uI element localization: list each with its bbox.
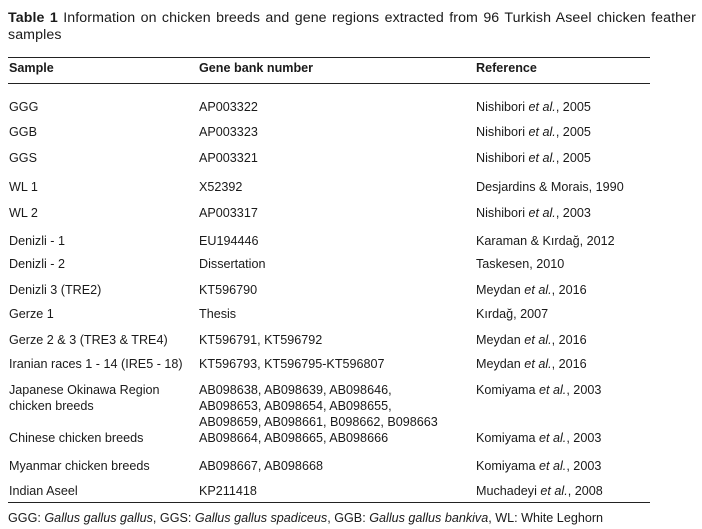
reference-et-al: et al. (536, 484, 568, 498)
cell-sample (9, 256, 65, 272)
reference-author: Muchadeyi (476, 484, 537, 498)
cell-sample (9, 179, 38, 195)
cell-reference (476, 332, 587, 348)
cell-sample-line: WL 1 (9, 180, 38, 194)
cell-reference (476, 150, 591, 166)
cell-sample-line: GGB (9, 125, 37, 139)
reference-year: , 2003 (566, 431, 602, 445)
reference-year: , 2003 (566, 459, 602, 473)
reference-author: Meydan (476, 357, 521, 371)
reference-author: Nishibori (476, 100, 525, 114)
reference-author: Karaman & Kırdağ, 2012 (476, 234, 615, 248)
cell-reference (476, 458, 601, 474)
cell-sample-line: Denizli - 2 (9, 257, 65, 271)
table-label: Table 1 (8, 10, 58, 26)
cell-sample (9, 150, 37, 166)
reference-et-al: et al. (535, 431, 567, 445)
cell-sample-line: Denizli - 1 (9, 234, 65, 248)
cell-reference (476, 233, 615, 249)
cell-gene-bank-line: AB098653, AB098654, AB098655, (199, 399, 392, 413)
footnote-ggb-abbr: , GGB: (327, 511, 370, 525)
cell-sample-line: chicken breeds (9, 399, 94, 413)
cell-gene-bank-number (199, 430, 388, 446)
reference-year: , 2005 (555, 125, 591, 139)
cell-sample (9, 458, 150, 474)
cell-sample-line: GGG (9, 100, 39, 114)
cell-sample (9, 306, 54, 322)
reference-author: Desjardins & Morais, 1990 (476, 180, 624, 194)
reference-author: Komiyama (476, 383, 536, 397)
cell-sample-line: Indian Aseel (9, 484, 78, 498)
footnote-ggs-name: Gallus gallus spadiceus (194, 511, 328, 525)
cell-sample-line: Gerze 2 & 3 (TRE3 & TRE4) (9, 333, 168, 347)
cell-sample (9, 205, 38, 221)
reference-et-al: et al. (525, 151, 556, 165)
reference-et-al: et al. (525, 206, 556, 220)
cell-sample (9, 382, 160, 414)
cell-gene-bank-number (199, 233, 259, 249)
header-sample: Sample (9, 61, 54, 75)
cell-gene-bank-line: KT596793, KT596795-KT596807 (199, 357, 385, 371)
cell-sample (9, 233, 65, 249)
cell-gene-bank-line: Thesis (199, 307, 237, 321)
table-header-rule (8, 83, 650, 84)
reference-author: Kırdağ, 2007 (476, 307, 549, 321)
cell-gene-bank-number (199, 205, 258, 221)
table-caption (8, 10, 696, 44)
reference-et-al: et al. (535, 383, 567, 397)
header-gene-bank-number: Gene bank number (199, 61, 314, 75)
cell-sample (9, 282, 101, 298)
cell-gene-bank-line: AP003323 (199, 125, 258, 139)
cell-gene-bank-number (199, 306, 236, 322)
cell-reference (476, 124, 591, 140)
cell-gene-bank-number (199, 458, 323, 474)
reference-year: , 2005 (555, 100, 591, 114)
cell-reference (476, 356, 587, 372)
reference-author: Nishibori (476, 206, 525, 220)
cell-reference (476, 483, 603, 499)
cell-gene-bank-line: AP003322 (199, 100, 258, 114)
cell-gene-bank-number (199, 282, 257, 298)
footnote-ggg-abbr: GGG: (8, 511, 45, 525)
cell-reference (476, 99, 591, 115)
table-bottom-rule (8, 502, 650, 503)
cell-reference (476, 382, 601, 398)
cell-sample-line: Gerze 1 (9, 307, 54, 321)
cell-reference (476, 256, 564, 272)
cell-gene-bank-line: KP211418 (199, 484, 257, 498)
cell-gene-bank-line: EU194446 (199, 234, 259, 248)
reference-et-al: et al. (520, 333, 552, 347)
cell-gene-bank-number (199, 150, 258, 166)
cell-sample-line: WL 2 (9, 206, 38, 220)
reference-et-al: et al. (535, 459, 567, 473)
footnote-ggb-name: Gallus gallus bankiva (369, 511, 489, 525)
reference-author: Komiyama (476, 431, 536, 445)
cell-gene-bank-line: Dissertation (199, 257, 266, 271)
cell-reference (476, 430, 601, 446)
cell-gene-bank-number (199, 382, 438, 430)
cell-gene-bank-number (199, 179, 242, 195)
cell-gene-bank-line: AB098638, AB098639, AB098646, (199, 383, 392, 397)
reference-et-al: et al. (525, 125, 556, 139)
reference-et-al: et al. (520, 357, 552, 371)
cell-sample (9, 99, 38, 115)
cell-sample-line: GGS (9, 151, 37, 165)
footnote-ggs-abbr: , GGS: (152, 511, 195, 525)
cell-sample-line: Japanese Okinawa Region (9, 383, 160, 397)
cell-sample (9, 356, 183, 372)
reference-year: , 2008 (567, 484, 603, 498)
cell-sample (9, 332, 168, 348)
reference-year: , 2016 (551, 357, 587, 371)
cell-sample-line: Chinese chicken breeds (9, 431, 144, 445)
cell-sample-line: Denizli 3 (TRE2) (9, 283, 102, 297)
reference-et-al: et al. (525, 100, 556, 114)
header-reference: Reference (476, 61, 537, 75)
cell-gene-bank-line: KT596790 (199, 283, 258, 297)
cell-reference (476, 179, 624, 195)
cell-gene-bank-line: AP003321 (199, 151, 258, 165)
cell-sample (9, 483, 78, 499)
cell-reference (476, 205, 591, 221)
reference-year: , 2003 (566, 383, 602, 397)
footnote-ggg-name: Gallus gallus gallus (44, 511, 153, 525)
cell-sample (9, 430, 143, 446)
cell-gene-bank-number (199, 124, 258, 140)
reference-year: , 2016 (551, 283, 587, 297)
footnote-wl: , WL: White Leghorn (488, 511, 604, 525)
cell-gene-bank-number (199, 356, 385, 372)
reference-year: , 2005 (555, 151, 591, 165)
cell-gene-bank-number (199, 332, 322, 348)
reference-author: Taskesen, 2010 (476, 257, 565, 271)
cell-gene-bank-number (199, 99, 258, 115)
cell-sample-line: Myanmar chicken breeds (9, 459, 150, 473)
cell-gene-bank-line: AB098664, AB098665, AB098666 (199, 431, 389, 445)
reference-author: Komiyama (476, 459, 536, 473)
cell-gene-bank-line: X52392 (199, 180, 243, 194)
cell-gene-bank-line: AB098659, AB098661, B098662, B098663 (199, 415, 438, 429)
cell-gene-bank-line: AP003317 (199, 206, 258, 220)
cell-reference (476, 282, 587, 298)
cell-gene-bank-line: KT596791, KT596792 (199, 333, 323, 347)
reference-author: Meydan (476, 283, 521, 297)
cell-sample (9, 124, 37, 140)
reference-author: Nishibori (476, 125, 525, 139)
cell-gene-bank-line: AB098667, AB098668 (199, 459, 323, 473)
table-caption-text: Information on chicken breeds and gene regions extracted from 96 Turkish Aseel chicken feather samples (8, 10, 696, 43)
table-footnote (8, 510, 603, 526)
reference-et-al: et al. (520, 283, 552, 297)
cell-sample-line: Iranian races 1 - 14 (IRE5 - 18) (9, 357, 183, 371)
table-top-rule (8, 57, 650, 58)
cell-gene-bank-number (199, 256, 266, 272)
reference-year: , 2016 (551, 333, 587, 347)
reference-author: Meydan (476, 333, 521, 347)
reference-author: Nishibori (476, 151, 525, 165)
reference-year: , 2003 (555, 206, 591, 220)
cell-reference (476, 306, 548, 322)
cell-gene-bank-number (199, 483, 257, 499)
